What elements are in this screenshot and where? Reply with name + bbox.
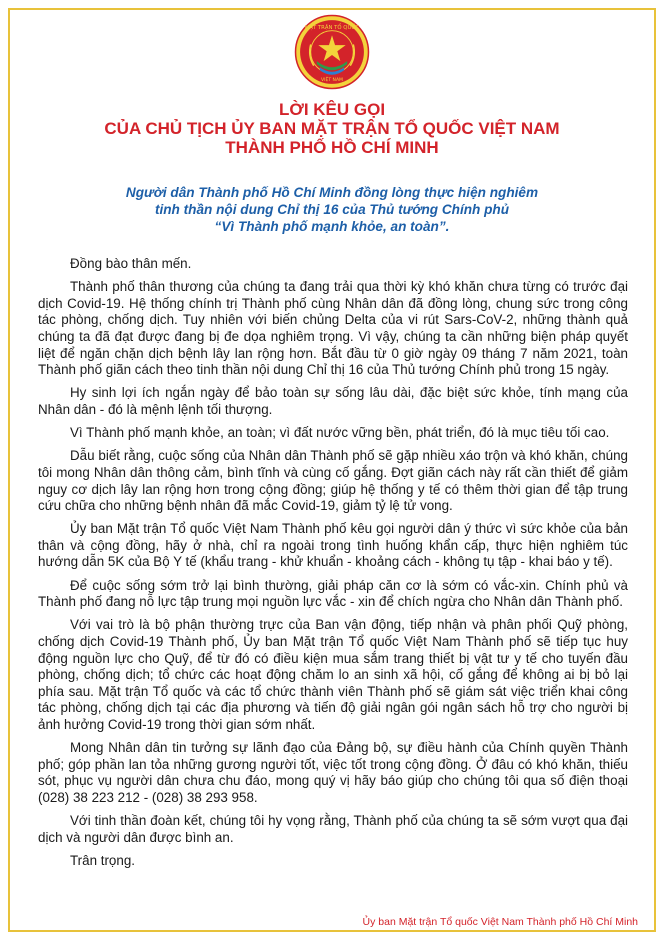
document-subtitle	[60, 184, 604, 235]
paragraph-6: Để cuộc sống sớm trở lại bình thường, giải pháp căn cơ là sớm có vắc-xin. Chính phủ và Thành phố đang nỗ lực tập trung mọi nguồn lực vắc - xin để chích ngừa cho Nhân dân Thành phố.	[38, 577, 628, 610]
greeting: Đồng bào thân mến.	[70, 256, 192, 271]
paragraph-3: Vì Thành phố mạnh khỏe, an toàn; vì đất nước vững bền, phát triển, đó là mục tiêu tối cao.	[70, 425, 610, 441]
subtitle-line-2: tinh thần nội dung Chỉ thị 16 của Thủ tướng Chính phủ	[154, 202, 510, 217]
paragraph-5: Ủy ban Mặt trận Tổ quốc Việt Nam Thành phố kêu gọi người dân ý thức vì sức khỏe của bản thân và cộng đồng, hãy ở nhà, chỉ ra ngoài trong tình huống khẩn cấp, thực hiện nghiêm túc hướng dẫn 5K của Bộ Y tế (khẩu trang - khử khuẩn - khoảng cách - không tụ tập - khai báo y tế).	[38, 521, 628, 570]
title-line-2: CỦA CHỦ TỊCH ỦY BAN MẶT TRẬN TỔ QUỐC VIỆT NAM	[104, 119, 560, 138]
paragraph-7: Với vai trò là bộ phận thường trực của Ban vận động, tiếp nhận và phân phối Quỹ phòng, chống dịch Covid-19 Thành phố, Ủy ban Mặt trận Tổ quốc Việt Nam Thành phố sẽ tiếp tục huy động nguồn lực cho Quỹ, để từ đó có điều kiện mua sắm trang thiết bị vật tư y tế cho tuyến đầu phòng, chống dịch; tổ chức các hoạt động chăm lo an sinh xã hội, cố gắng để không ai bị bỏ lại phía sau. Mặt trận Tổ quốc và các tổ chức thành viên Thành phố sẽ giám sát việc triển khai công tác phòng, chống dịch tại các địa phương và tiến độ giải ngân gói ngân sách hỗ trợ cho người bị ảnh hưởng Covid-19 trong thời gian sớm nhất.	[38, 617, 628, 732]
paragraph-8: Mong Nhân dân tin tưởng sự lãnh đạo của Đảng bộ, sự điều hành của Chính quyền Thành phố; góp phần lan tỏa những gương người tốt, việc tốt trong cộng đồng. Ở đâu có khó khăn, thiếu sót, phục vụ người dân chưa chu đáo, mong quý vị hãy báo giúp cho chúng tôi qua số điện thoại (028) 38 223 212 - (028) 38 293 958.	[38, 740, 628, 805]
closing: Trân trọng.	[70, 852, 135, 868]
subtitle-line-1: Người dân Thành phố Hồ Chí Minh đồng lòng thực hiện nghiêm	[125, 185, 539, 200]
paragraph-2: Hy sinh lợi ích ngắn ngày để bảo toàn sự sống lâu dài, đặc biệt sức khỏe, tính mạng của Nhân dân - đó là mệnh lệnh tối thượng.	[38, 385, 628, 417]
logo-bottom-text: VIỆT NAM	[321, 77, 343, 83]
paragraph-4: Dẫu biết rằng, cuộc sống của Nhân dân Thành phố sẽ gặp nhiều xáo trộn và khó khăn, chúng tôi mong Nhân dân thông cảm, bình tĩnh và cùng cố gắng. Đợt giãn cách này rất cần thiết để giảm nguy cơ dịch lây lan rộng hơn trong cộng đồng; giúp hệ thống y tế có thêm thời gian để tập trung cứu chữa cho những bệnh nhân đã mắc Covid-19, giảm tỷ lệ tử vong.	[38, 448, 628, 514]
subtitle-line-3: “Vì Thành phố mạnh khỏe, an toàn”.	[214, 219, 450, 234]
vietnam-fatherland-front-logo	[294, 14, 370, 90]
title-line-1: LỜI KÊU GỌI	[278, 100, 386, 119]
logo-top-text: MẶT TRẬN TỔ QUỐC	[304, 25, 360, 32]
footer-signature: Ủy ban Mặt trận Tổ quốc Việt Nam Thành phố Hồ Chí Minh	[362, 916, 638, 928]
document-title	[20, 100, 644, 157]
document-body	[38, 256, 628, 876]
paragraph-1: Thành phố thân thương của chúng ta đang trải qua thời kỳ khó khăn chưa từng có trước đại dịch Covid-19. Hệ thống chính trị Thành phố cùng Nhân dân đã đồng lòng, chung sức trong công tác phòng, chống dịch. Tuy nhiên với biến chủng Delta của vi rút Sars-CoV-2, những thành quả chúng ta đã đạt được đang bị đe dọa nghiêm trọng. Vì vậy, chúng ta cần những biện pháp quyết liệt để ngăn chặn dịch bệnh lây lan rộng hơn. Bắt đầu từ 0 giờ ngày 09 tháng 7 năm 2021, toàn Thành phố giãn cách theo tinh thần nội dung Chỉ thị 16 của Thủ tướng Chính phủ trong 15 ngày.	[38, 279, 628, 378]
title-line-3: THÀNH PHỐ HỒ CHÍ MINH	[225, 138, 439, 157]
paragraph-9: Với tinh thần đoàn kết, chúng tôi hy vọng rằng, Thành phố của chúng ta sẽ sớm vượt qua đại dịch và người dân được bình an.	[38, 813, 628, 845]
